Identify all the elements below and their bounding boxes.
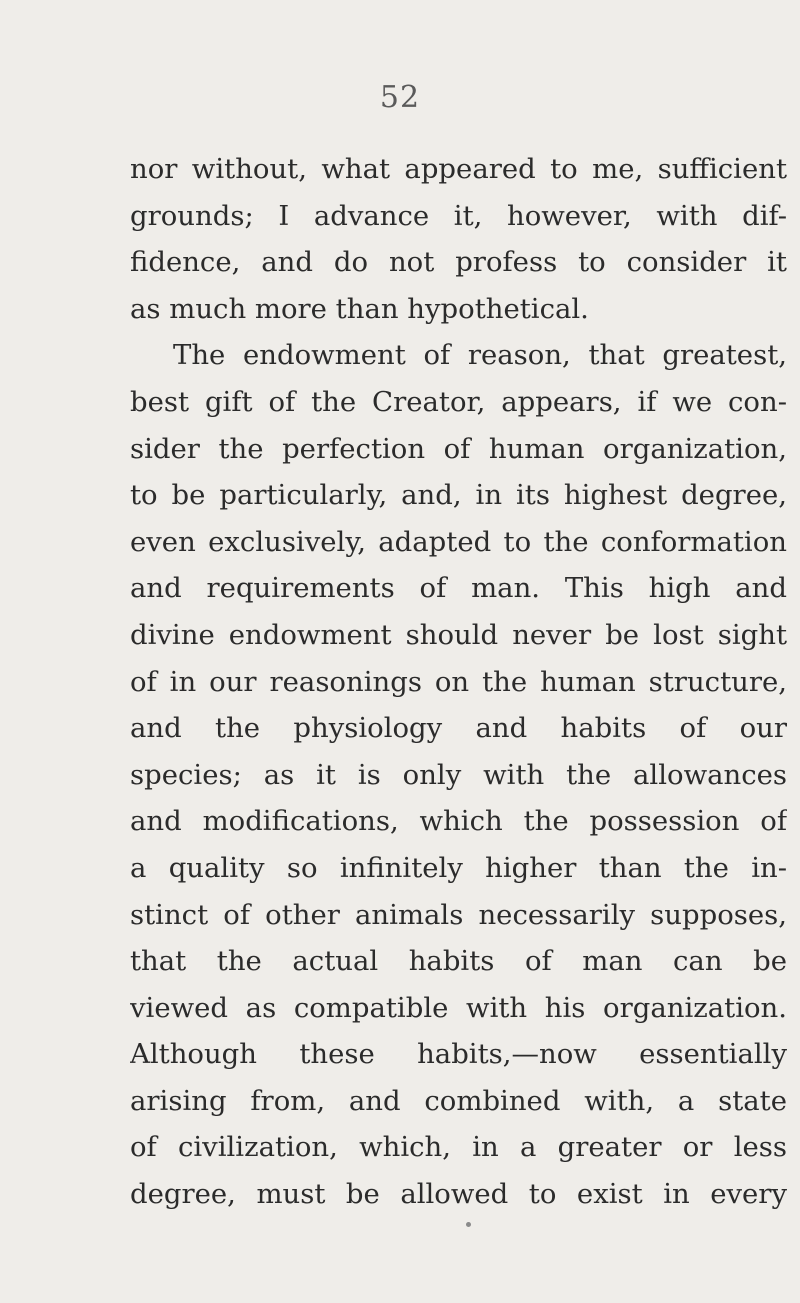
text-line: and the physiology and habits of our bbox=[130, 712, 787, 745]
paragraph-start-line: The endowment of reason, that greatest, bbox=[173, 339, 787, 372]
text-line: as much more than hypothetical. bbox=[130, 292, 589, 325]
body-text bbox=[130, 146, 787, 1218]
text-line: that the actual habits of man can be bbox=[130, 945, 787, 978]
text-line: grounds; I advance it, however, with dif- bbox=[130, 199, 787, 232]
text-line: fidence, and do not profess to consider it bbox=[130, 246, 787, 279]
text-line: viewed as compatible with his organization. bbox=[130, 991, 787, 1024]
text-line: of in our reasonings on the human structure, bbox=[130, 665, 787, 698]
page-number: 52 bbox=[379, 80, 421, 115]
text-line: divine endowment should never be lost sight bbox=[130, 618, 787, 651]
text-line: stinct of other animals necessarily supposes, bbox=[130, 898, 787, 931]
text-line: degree, must be allowed to exist in every bbox=[130, 1178, 787, 1211]
ink-speck bbox=[466, 1222, 471, 1227]
text-line: of civilization, which, in a greater or less bbox=[130, 1131, 787, 1164]
text-line: Although these habits,—now essentially bbox=[130, 1038, 787, 1071]
text-line: a quality so infinitely higher than the in- bbox=[130, 851, 787, 884]
text-line: and requirements of man. This high and bbox=[130, 572, 787, 605]
text-line: and modifications, which the possession of bbox=[130, 805, 787, 838]
text-line: nor without, what appeared to me, sufficient bbox=[130, 153, 787, 185]
text-line: best gift of the Creator, appears, if we con- bbox=[130, 385, 787, 418]
text-line: species; as it is only with the allowances bbox=[130, 758, 787, 791]
text-line: sider the perfection of human organization, bbox=[130, 432, 787, 465]
text-line: to be particularly, and, in its highest degree, bbox=[130, 479, 787, 512]
text-line: even exclusively, adapted to the conformation bbox=[130, 525, 787, 558]
text-line: arising from, and combined with, a state bbox=[130, 1084, 787, 1117]
